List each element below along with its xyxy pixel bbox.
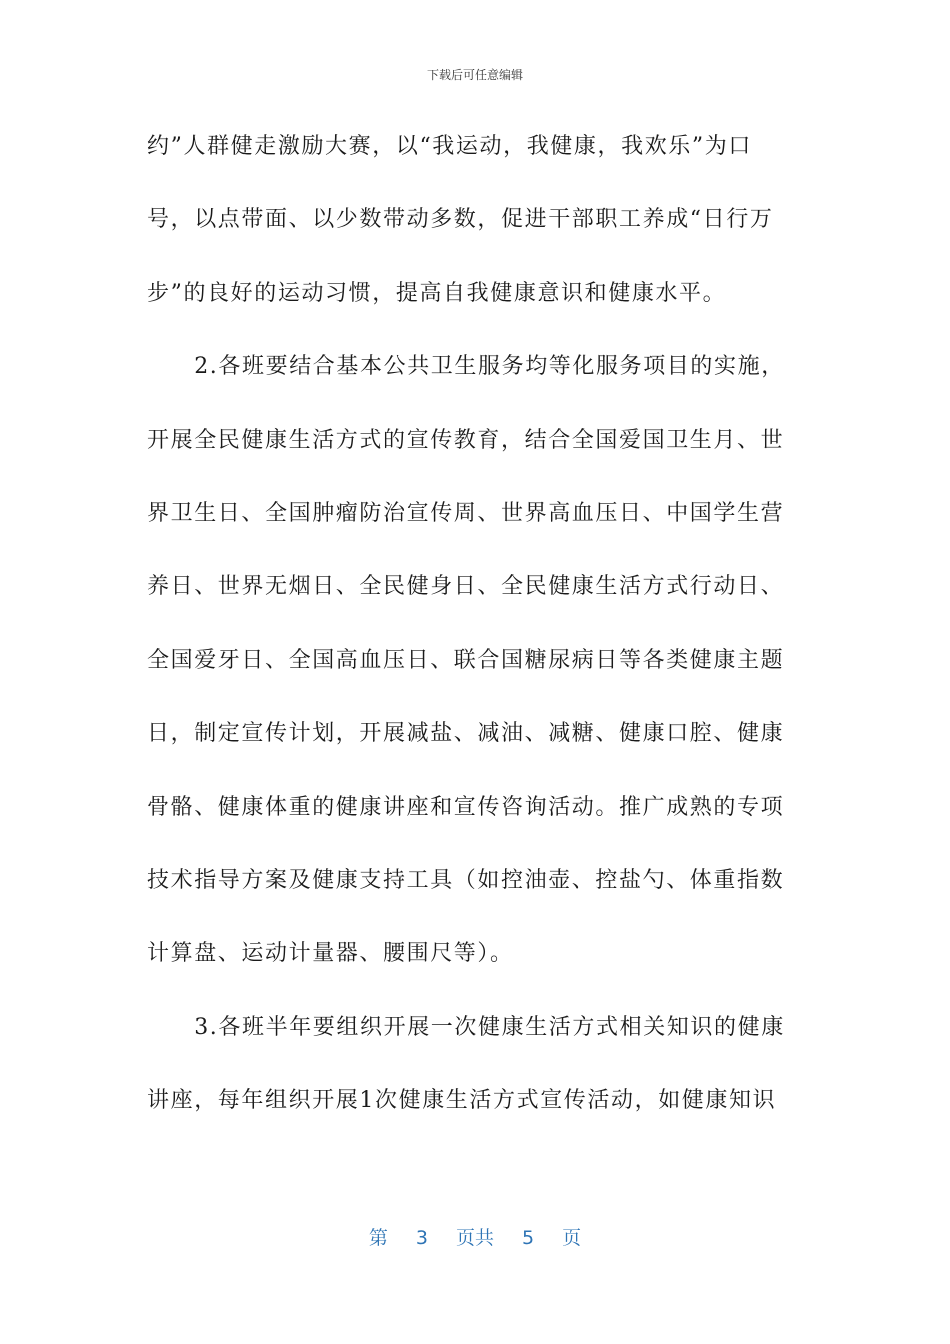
page-suffix: 页 xyxy=(562,1227,582,1249)
text-line: 全国爱牙日、全国高血压日、联合国糖尿病日等各类健康主题 xyxy=(147,647,785,673)
text-line: 2.各班要结合基本公共卫生服务均等化服务项目的实施， xyxy=(147,354,785,380)
text-line: 步”的良好的运动习惯，提高自我健康意识和健康水平。 xyxy=(147,280,727,306)
text-line: 计算盘、运动计量器、腰围尺等）。 xyxy=(147,941,514,967)
text-line: 日，制定宣传计划，开展减盐、减油、减糖、健康口腔、健康 xyxy=(147,721,785,747)
text-line: 养日、世界无烟日、全民健身日、全民健康生活方式行动日、 xyxy=(147,574,785,600)
text-line: 号，以点带面、以少数带动多数，促进干部职工养成“日行万 xyxy=(147,207,774,233)
text-line: 讲座，每年组织开展1次健康生活方式宣传活动，如健康知识 xyxy=(147,1088,777,1114)
download-note: 下载后可任意编辑 xyxy=(426,68,523,82)
current-page-number: 3 xyxy=(415,1227,428,1249)
text-line: 界卫生日、全国肿瘤防治宣传周、世界高血压日、中国学生营 xyxy=(147,500,785,526)
text-line: 3.各班半年要组织开展一次健康生活方式相关知识的健康 xyxy=(147,1014,785,1040)
total-pages-number: 5 xyxy=(522,1227,535,1249)
document-body xyxy=(147,122,789,1149)
text-line: 开展全民健康生活方式的宣传教育，结合全国爱国卫生月、世 xyxy=(147,427,785,453)
page-number-footer xyxy=(0,1226,950,1250)
text-line: 约”人群健走激励大赛，以“我运动，我健康，我欢乐”为口 xyxy=(147,134,752,159)
page-prefix: 第 xyxy=(368,1227,388,1249)
text-line: 骨骼、健康体重的健康讲座和宣传咨询活动。推广成熟的专项 xyxy=(147,794,785,820)
text-line: 技术指导方案及健康支持工具（如控油壶、控盐勺、体重指数 xyxy=(147,867,785,893)
page-middle: 页共 xyxy=(455,1227,494,1249)
